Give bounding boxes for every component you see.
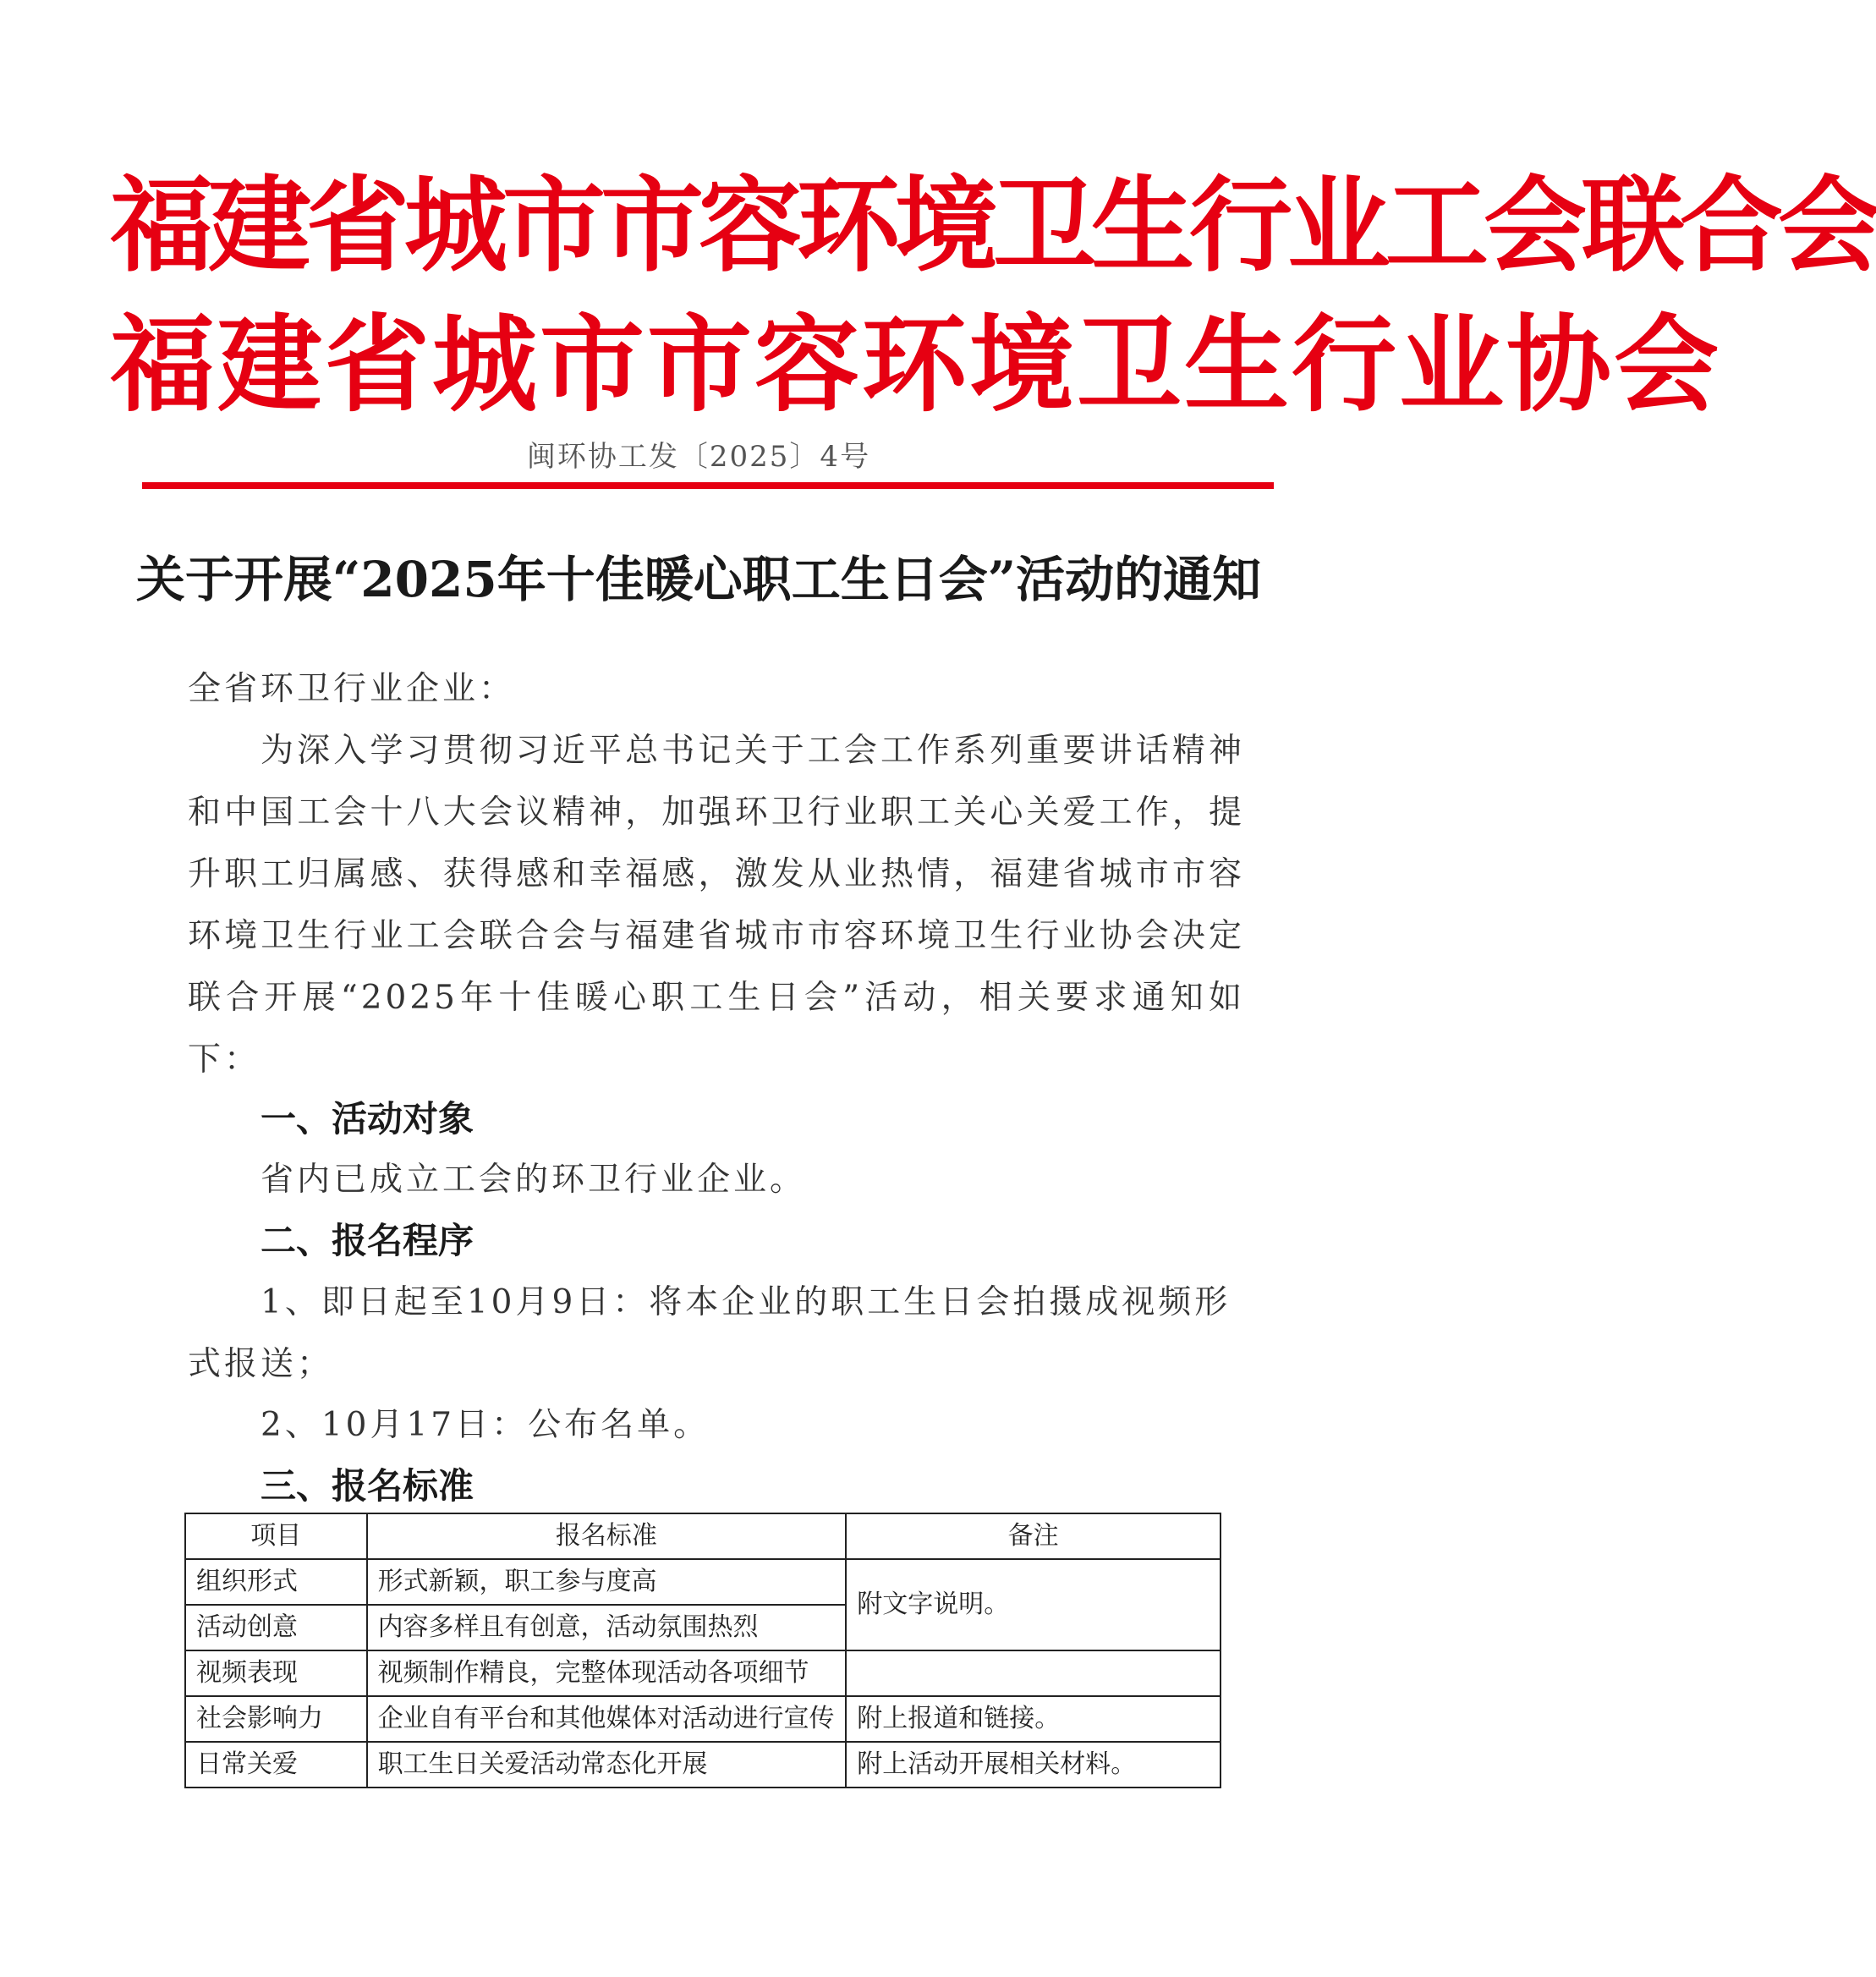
letterhead-title-union: 福建省城市市容环境卫生行业工会联合会 xyxy=(110,164,1876,286)
table-row xyxy=(185,1696,1220,1742)
criteria-table xyxy=(184,1513,1221,1788)
table-cell-standard: 职工生日关爱活动常态化开展 xyxy=(367,1742,847,1788)
notice-title: 关于开展“2025年十佳暖心职工生日会”活动的通知 xyxy=(135,551,1262,608)
table-cell-standard: 内容多样且有创意，活动氛围热烈 xyxy=(367,1605,847,1650)
section-text-targets: 省内已成立工会的环卫行业企业。 xyxy=(261,1161,807,1199)
section-heading-criteria: 三、报名标准 xyxy=(261,1465,474,1507)
table-row xyxy=(185,1742,1220,1788)
letterhead-red-divider xyxy=(142,482,1274,489)
table-cell-standard: 视频制作精良，完整体现活动各项细节 xyxy=(367,1650,847,1696)
table-cell-note: 附文字说明。 xyxy=(846,1559,1220,1650)
table-cell-note: 附上报道和链接。 xyxy=(846,1696,1220,1742)
table-header-note: 备注 xyxy=(846,1513,1220,1559)
procedure-item: 2、10月17日：公布名单。 xyxy=(261,1406,710,1444)
document-number: 闽环协工发〔2025〕4号 xyxy=(526,440,871,474)
table-cell-standard: 企业自有平台和其他媒体对活动进行宣传 xyxy=(367,1696,847,1742)
salutation: 全省环卫行业企业： xyxy=(188,670,516,708)
table-header-row xyxy=(185,1513,1220,1559)
intro-paragraph: 为深入学习贯彻习近平总书记关于工会工作系列重要讲话精神和中国工会十八大会议精神，加强环卫行业职工关心关爱工作，提升职工归属感、获得感和幸福感，激发从业热情，福建省城市市容环境卫生行业工会联合会与福建省城市市容环境卫生行业协会决定联合开展“2025年十佳暖心职工生日会”活动，相关要求通知如下： xyxy=(188,732,1245,1079)
table-cell-item: 视频表现 xyxy=(185,1650,367,1696)
letterhead-title-association: 福建省城市市容环境卫生行业协会 xyxy=(110,304,1722,426)
section-heading-procedure: 二、报名程序 xyxy=(261,1220,474,1261)
table-cell-item: 组织形式 xyxy=(185,1559,367,1605)
table-cell-standard: 形式新颖，职工参与度高 xyxy=(367,1559,847,1605)
procedure-item: 1、即日起至10月9日：将本企业的职工生日会拍摄成视频形式报送； xyxy=(188,1283,1231,1383)
section-heading-targets: 一、活动对象 xyxy=(261,1098,474,1140)
table-cell-note xyxy=(846,1650,1220,1696)
table-cell-item: 日常关爱 xyxy=(185,1742,367,1788)
table-cell-note: 附上活动开展相关材料。 xyxy=(846,1742,1220,1788)
table-cell-item: 社会影响力 xyxy=(185,1696,367,1742)
table-row xyxy=(185,1650,1220,1696)
table-row xyxy=(185,1559,1220,1605)
table-header-item: 项目 xyxy=(185,1513,367,1559)
table-cell-item: 活动创意 xyxy=(185,1605,367,1650)
table-header-standard: 报名标准 xyxy=(367,1513,847,1559)
